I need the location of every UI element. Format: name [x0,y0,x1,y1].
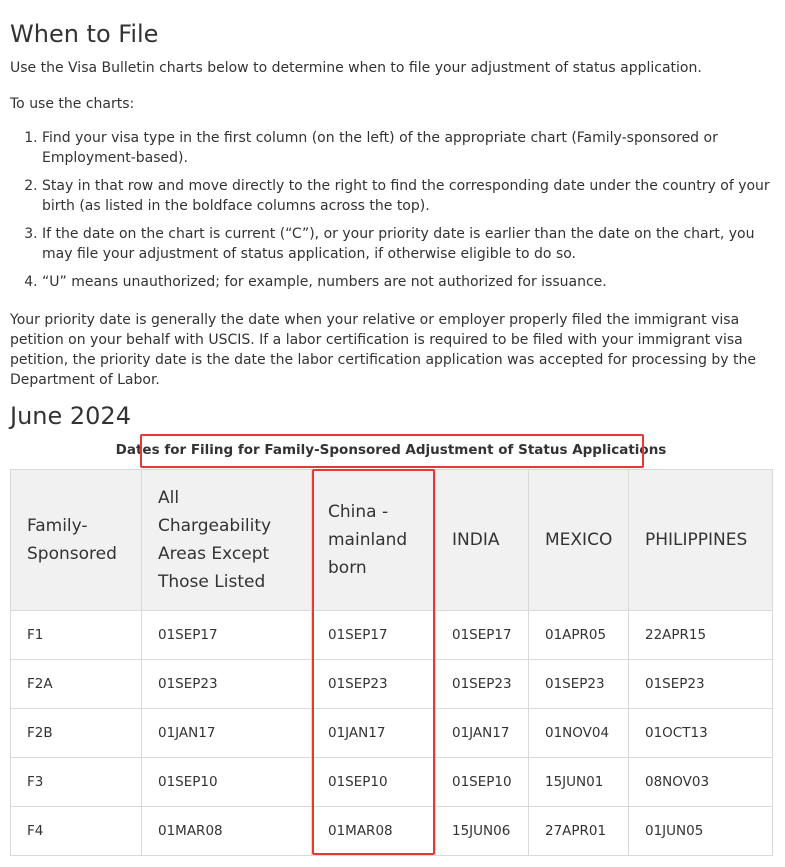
table-cell: 01OCT13 [629,709,773,758]
table-row [11,758,773,807]
table-cell: 01MAR08 [312,807,436,856]
header-all-chargeability: All Chargeability Areas Except Those Listed [142,470,312,611]
table-cell: 22APR15 [629,611,773,660]
table-cell: F2B [11,709,142,758]
caption-highlight-box [140,434,644,468]
table-cell: 27APR01 [529,807,629,856]
table-row [11,807,773,856]
table-header-row [11,470,773,611]
header-china: China - mainland born [312,470,436,611]
intro-text: Use the Visa Bulletin charts below to determine when to file your adjustment of status application. [10,60,702,76]
steps-list [10,128,777,300]
table-cell: F2A [11,660,142,709]
step-item: 1. Find your visa type in the first column (on the left) of the appropriate chart (Family-sponsored or Employment-based). [42,128,777,168]
step-item: 4. “U” means unauthorized; for example, numbers are not authorized for issuance. [42,272,777,292]
table-cell: 01SEP23 [142,660,312,709]
header-philippines: PHILIPPINES [629,470,773,611]
header-family-sponsored: Family-Sponsored [11,470,142,611]
table-row [11,611,773,660]
table-cell: F4 [11,807,142,856]
header-mexico: MEXICO [529,470,629,611]
table-cell: 01NOV04 [529,709,629,758]
table-cell: 15JUN01 [529,758,629,807]
table-cell: 01SEP23 [312,660,436,709]
table-cell: 08NOV03 [629,758,773,807]
table-cell: 01SEP23 [629,660,773,709]
table-caption: Dates for Filing for Family-Sponsored Adjustment of Status Applications [115,442,667,458]
table-cell: 01SEP17 [436,611,529,660]
table-cell: 01JUN05 [629,807,773,856]
month-heading: June 2024 [10,402,131,430]
table-cell: 01MAR08 [142,807,312,856]
table-cell: 01JAN17 [312,709,436,758]
table-cell: 01JAN17 [436,709,529,758]
visa-bulletin-table [10,469,773,856]
table-cell: 01SEP17 [142,611,312,660]
table-cell: 01SEP10 [142,758,312,807]
priority-date-note: Your priority date is generally the date when your relative or employer properly filed the immigrant visa petition on your behalf with USCIS. If a labor certification is required to be filed with your immigrant visa petition, the priority date is the date the labor certification application was accepted for processing by the Department of Labor. [10,312,757,388]
table-cell: 01SEP10 [312,758,436,807]
table-cell: 01APR05 [529,611,629,660]
table-cell: 01JAN17 [142,709,312,758]
table-cell: F3 [11,758,142,807]
table-cell: 15JUN06 [436,807,529,856]
table-cell: 01SEP23 [529,660,629,709]
how-to-text: To use the charts: [10,96,135,112]
step-item: 3. If the date on the chart is current (“C”), or your priority date is earlier than the date on the chart, you may file your adjustment of status application, if otherwise eligible to do so. [42,224,777,264]
table-row [11,709,773,758]
header-india: INDIA [436,470,529,611]
page-title: When to File [10,20,159,48]
table-cell: F1 [11,611,142,660]
table-cell: 01SEP10 [436,758,529,807]
table-cell: 01SEP17 [312,611,436,660]
step-item: 2. Stay in that row and move directly to the right to find the corresponding date under the country of your birth (as listed in the boldface columns across the top). [42,176,777,216]
table-cell: 01SEP23 [436,660,529,709]
table-row [11,660,773,709]
